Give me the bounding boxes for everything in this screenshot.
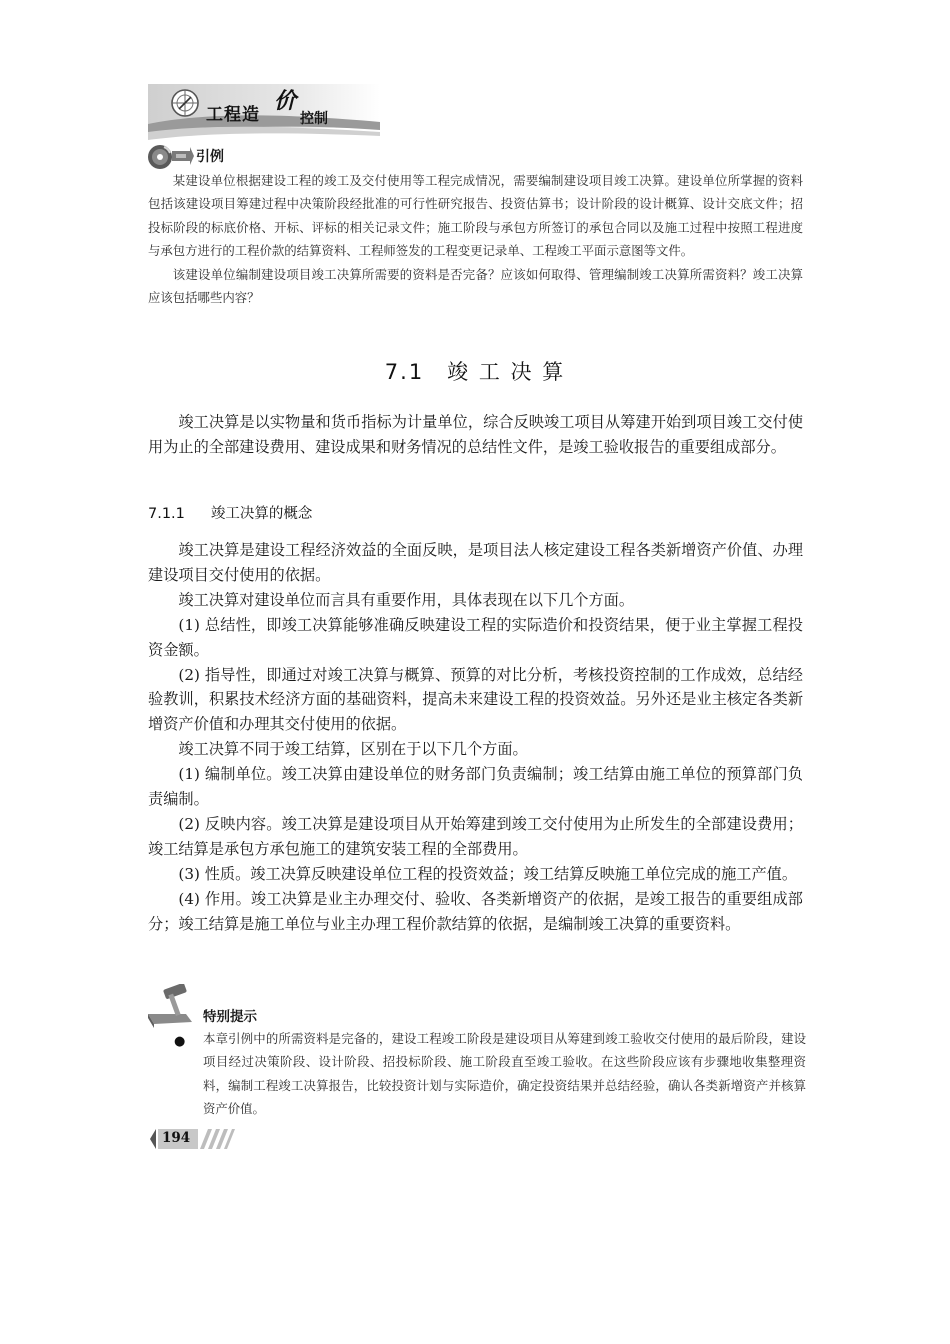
body-paragraph: (2) 指导性，即通过对竣工决算与概算、预算的对比分析，考核投资控制的工作成效，总结经验教训，积累技术经济方面的基础资料，提高未来建设工程的投资效益。另外还是业主核定各类新增资产价值和办理其交付使用的依据。 bbox=[148, 665, 803, 734]
body-paragraph: (2) 反映内容。竣工决算是建设项目从开始筹建到竣工交付使用为止所发生的全部建设费用；竣工结算是承包方承包施工的建筑安装工程的全部费用。 bbox=[148, 814, 803, 858]
body-paragraph: (1) 总结性，即竣工决算能够准确反映建设工程的实际造价和投资结果，便于业主掌握工程投资金额。 bbox=[148, 615, 803, 659]
cd-disc-arrow-icon bbox=[146, 141, 194, 171]
header-title-part3: 控制 bbox=[300, 111, 328, 127]
section-intro-paragraph: 竣工决算是以实物量和货币指标为计量单位，综合反映竣工项目从筹建开始到项目竣工交付使用为止的全部建设费用、建设成果和财务情况的总结性文件，是竣工验收报告的重要组成部分。 bbox=[148, 413, 803, 456]
body-paragraph: 竣工决算不同于竣工结算，区别在于以下几个方面。 bbox=[178, 740, 528, 759]
subsection-heading bbox=[148, 502, 338, 523]
intro-heading: 引例 bbox=[196, 149, 224, 165]
body-paragraph: (1) 编制单位。竣工决算由建设单位的财务部门负责编制；竣工结算由施工单位的预算部门负责编制。 bbox=[148, 765, 803, 809]
subsection-number: 7.1.1 bbox=[148, 506, 185, 522]
header-title-part2: 价 bbox=[274, 88, 297, 114]
subsection-body bbox=[148, 538, 803, 937]
body-paragraph: 竣工决算是建设工程经济效益的全面反映，是项目法人核定建设工程各类新增资产价值、办理建设项目交付使用的依据。 bbox=[148, 541, 803, 584]
page-number: 194 bbox=[162, 1130, 191, 1146]
header-title-part1: 工程造 bbox=[206, 105, 260, 125]
body-paragraph: 竣工决算对建设单位而言具有重要作用，具体表现在以下几个方面。 bbox=[178, 590, 635, 609]
section-title: 7.1 竣 工 决 算 bbox=[384, 360, 566, 384]
tip-heading: 特别提示 bbox=[203, 1009, 257, 1025]
tip-text: 本章引例中的所需资料是完备的，建设工程竣工阶段是建设项目从筹建到竣工验收交付使用的最后阶段，建设项目经过决策阶段、设计阶段、招投标阶段、施工阶段直至竣工验收。在这些阶段应该有步骤地收集整理资料，编制工程竣工决算报告，比较投资计划与实际造价，确定投资结果并总结经验，确认各类新增资产并核算资产价值。 bbox=[203, 1031, 806, 1117]
compass-globe-icon bbox=[170, 88, 200, 118]
intro-paragraph: 某建设单位根据建设工程的竣工及交付使用等工程完成情况，需要编制建设项目竣工决算。建设单位所掌握的资料包括该建设项目筹建过程中决策阶段经批准的可行性研究报告、投资估算书；设计阶段的设计概算、设计交底文件；招投标阶段的标底价格、开标、评标的相关记录文件；施工阶段与承包方所签订的承包合同以及施工过程中按照工程进度与承包方进行的工程价款的结算资料、工程师签发的工程变更记录单、工程竣工平面示意图等文件。 bbox=[148, 173, 803, 259]
intro-paragraph: 该建设单位编制建设项目竣工决算所需要的资料是否完备？应该如何取得、管理编制竣工决算所需资料？竣工决算应该包括哪些内容？ bbox=[148, 266, 803, 306]
bullet-icon: ● bbox=[174, 1034, 186, 1049]
body-paragraph: (3) 性质。竣工决算反映建设单位工程的投资效益；竣工结算反映施工单位完成的施工产值。 bbox=[178, 864, 798, 883]
subsection-title: 竣工决算的概念 bbox=[210, 506, 313, 522]
body-paragraph: (4) 作用。竣工决算是业主办理交付、验收、各类新增资产的依据，是竣工报告的重要组成部分；竣工结算是施工单位与业主办理工程价款结算的依据，是编制竣工决算的重要资料。 bbox=[148, 889, 803, 933]
intro-text-block bbox=[148, 169, 803, 309]
gavel-icon bbox=[146, 984, 202, 1028]
section-intro bbox=[148, 410, 803, 460]
